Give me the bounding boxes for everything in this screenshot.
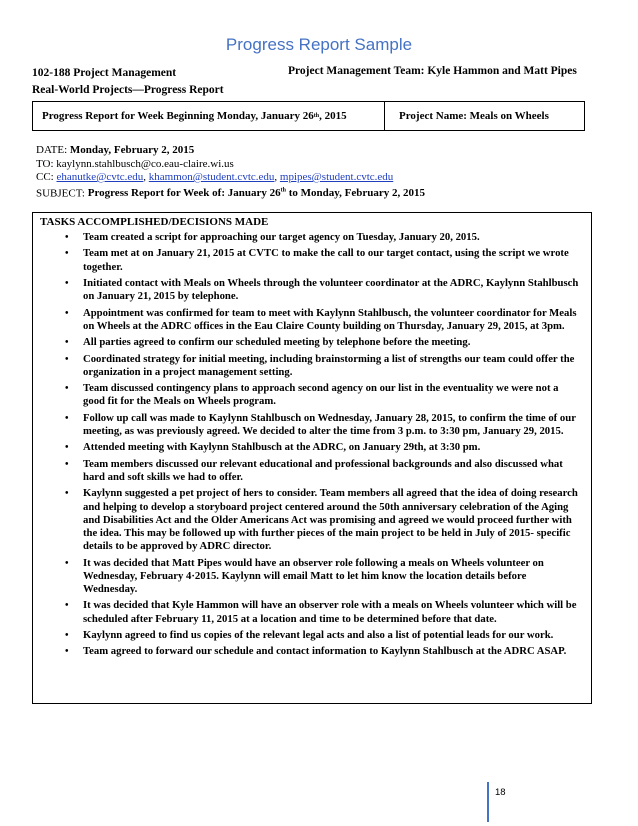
team-info: Project Management Team: Kyle Hammon and Matt Pipes [288,65,577,77]
report-week-sup: th [313,113,320,119]
report-week-cell [33,102,385,130]
course-info [32,65,224,99]
memo-subject-sup: th [280,187,286,194]
memo-to-label: TO: [36,157,57,170]
page-number: 18 [495,787,506,798]
task-item [33,336,593,349]
memo-block [36,144,425,201]
page-title: Progress Report Sample [225,35,413,54]
bullet-icon: • [65,557,69,569]
bullet-icon: • [65,646,69,658]
memo-date-value: Monday, February 2, 2015 [69,144,195,156]
task-text: It was decided that Matt Pipes would have an observer role following a meals on Wheels volunteer on Wednesday, February 4·2015. Kaylynn will email Matt to let him know the location details before Wednesday. [83,556,544,595]
cc-email-link-2[interactable]: khammon@student.cvtc.edu [148,171,275,183]
task-text: Kaylynn agreed to find us copies of the relevant legal acts and also a list of potential leads for our work. [83,628,554,641]
task-item [33,441,593,454]
memo-date-label: DATE: [36,144,70,156]
bullet-icon: • [65,629,69,641]
task-item [33,412,593,438]
course-number: 102-188 Project Management [32,67,177,79]
task-item [33,629,593,642]
task-item [33,645,593,658]
task-item [33,487,593,553]
memo-to [36,158,425,172]
memo-subject [36,185,425,201]
bullet-icon: • [65,248,69,260]
memo-cc: CC: ehanutke@cvtc.edu, khammon@student.cvtc.edu, mpipes@student.cvtc.edu [36,171,394,183]
task-item [33,353,593,379]
tasks-box [32,212,592,704]
task-item [33,382,593,408]
task-text: Coordinated strategy for initial meeting, including brainstorming a list of strengths our team could offer the organization in a project management setting. [83,352,575,378]
cc-email-link-3[interactable]: mpipes@student.cvtc.edu [279,171,394,183]
task-text: All parties agreed to confirm our scheduled meeting by telephone before the meeting. [83,336,471,349]
bullet-icon: • [65,307,69,319]
task-text: Follow up call was made to Kaylynn Stahlbusch on Wednesday, January 28, 2015, to confirm the time of our meeting, as was previously agreed. We decided to alter the time from 3 p.m. to 3:30 pm, January 29, 2015. [83,411,576,437]
bullet-icon: • [65,337,69,349]
memo-subject-text: Progress Report for Week of: January 26 [87,187,281,200]
task-item [33,557,593,597]
bullet-icon: • [65,383,69,395]
bullet-icon: • [65,277,69,289]
task-text: Team met at on January 21, 2015 at CVTC to make the call to our target contact, using the script we wrote together. [83,247,569,273]
project-name-cell: Project Name: Meals on Wheels [399,110,549,122]
memo-subject-label: SUBJECT: [36,187,88,200]
task-text: Team discussed contingency plans to approach second agency on our list in the eventuality we were not a good fit for the Meals on Wheels program. [83,382,559,408]
report-week-text: Progress Report for Week Beginning Monday, January 26 [42,110,314,122]
course-subtitle: Real-World Projects—Progress Report [32,84,224,96]
report-header-table [32,101,585,131]
task-text: Appointment was confirmed for team to meet with Kaylynn Stahlbusch, the volunteer coordinator for Meals on Wheels at the ADRC offices in the Eau Claire County building on Thursday, January 29, 2015, at 3pm. [83,306,577,332]
memo-date [36,144,425,158]
task-text: Team members discussed our relevant educational and professional backgrounds and also discussed what hard and soft skills we had to offer. [83,457,563,483]
task-text: It was decided that Kyle Hammon will have an observer role with a meals on Wheels volunteer which will be scheduled after February 11, 2015 at a location and time to be determined before that date. [83,599,577,625]
tasks-heading: TASKS ACCOMPLISHED/DECISIONS MADE [40,216,269,228]
task-item [33,277,593,303]
task-item [33,231,593,244]
cc-email-link-1[interactable]: ehanutke@cvtc.edu [56,171,144,183]
task-item [33,247,593,273]
footer-divider [487,782,489,822]
task-text: Initiated contact with Meals on Wheels through the volunteer coordinator at the ADRC, Kaylynn Stahlbusch on January 21, 2015 by telephone. [83,276,579,303]
memo-subject-value [88,187,425,199]
task-text: Team agreed to forward our schedule and contact information to Kaylynn Stahlbusch at the ADRC ASAP. [83,645,567,658]
task-item [33,599,593,625]
task-item [33,307,593,333]
bullet-icon: • [65,412,69,424]
bullet-icon: • [65,232,69,243]
report-week-year: , 2015 [319,110,347,122]
memo-to-value: kaylynn.stahlbusch@co.eau-claire.wi.us [56,157,234,170]
bullet-icon: • [65,488,69,500]
bullet-icon: • [65,458,69,470]
bullet-icon: • [65,600,69,612]
task-text: Attended meeting with Kaylynn Stahlbusch at the ADRC, on January 29th, at 3:30 pm. [83,441,481,454]
task-item [33,458,593,484]
bullet-icon: • [65,353,69,365]
memo-subject-end: to Monday, February 2, 2015 [285,187,425,200]
task-text: Team created a script for approaching our target agency on Tuesday, January 20, 2015. [83,231,480,243]
task-text: Kaylynn suggested a pet project of hers to consider. Team members all agreed that the idea of doing research and helping to develop a storyboard project centered around the 50th anniversary celebration of the Aging and Disabilities Act and the Older Americans Act was promising and agreed we would proceed further with the idea. This may be followed up with further pieces of the main project to be held in July of 2015- specific details to be approved by ADRC director. [83,487,578,553]
task-list [33,231,593,662]
bullet-icon: • [65,442,69,454]
memo-cc-label: CC: [36,171,57,183]
